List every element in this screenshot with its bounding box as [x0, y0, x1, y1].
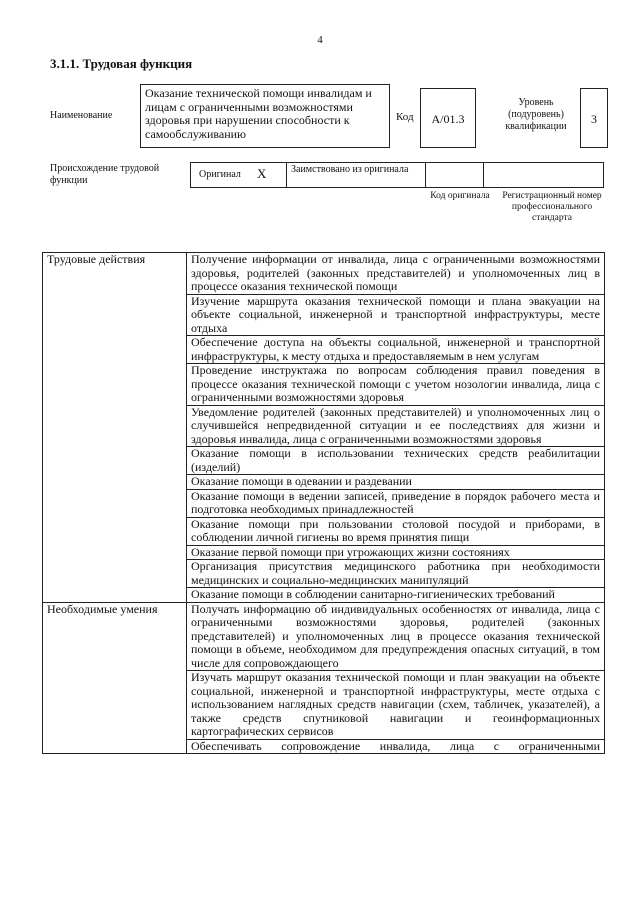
list-item: Изучение маршрута оказания технической помощи и плана эвакуации на объекте социальной, инженерной и транспортной инфраструктуры, месте отдыха: [187, 294, 605, 336]
level-value: 3: [591, 112, 597, 126]
list-item: Организация присутствия медицинского работника при необходимости медицинских и социально-медицинских манипуляций: [187, 560, 605, 588]
origin-label: Происхождение трудовой функции: [50, 163, 160, 186]
original-label: Оригинал: [199, 169, 241, 180]
section-title-actions: Трудовые действия: [43, 253, 187, 603]
list-item: Оказание помощи в одевании и раздевании: [187, 475, 605, 490]
code-value: А/01.3: [431, 112, 465, 126]
origin-divider-1: [425, 163, 426, 187]
function-name-box: [140, 84, 390, 148]
section-title-skills: Необходимые умения: [43, 602, 187, 754]
list-item: Обеспечивать сопровождение инвалида, лица с ограниченными: [187, 739, 605, 754]
list-item: Оказание помощи при пользовании столовой посудой и приборами, в соблюдении личной гигиены во время принятия пищи: [187, 517, 605, 545]
list-item: Оказание помощи в ведении записей, приведение в порядок рабочего места и подготовка необходимых принадлежностей: [187, 489, 605, 517]
table-row: [43, 602, 605, 671]
origin-row: [190, 162, 604, 188]
list-item: Оказание помощи в соблюдении санитарно-гигиенических требований: [187, 588, 605, 603]
list-item: Обеспечение доступа на объекты социальной, инженерной и транспортной инфраструктуры, к месту отдыха и предоставляемым в нем услугам: [187, 336, 605, 364]
page-number: 4: [317, 34, 323, 46]
code-label: Код: [396, 111, 414, 123]
borrowed-label: Заимствовано из оригинала: [291, 164, 409, 175]
name-label: Наименование: [50, 110, 113, 121]
list-item: Оказание первой помощи при угрожающих жизни состояниях: [187, 545, 605, 560]
list-item: Изучать маршрут оказания технической помощи и план эвакуации на объекте социальной, инженерной и транспортной инфраструктуры, месте отдыха с использованием наглядных средств навигации (схем, табличек, указателей), а также средств спутниковой навигации и геоинформационных картографических сервисов: [187, 671, 605, 740]
original-mark: X: [257, 166, 267, 181]
code-value-box: [420, 88, 476, 148]
level-label: Уровень (подуровень) квалификации: [505, 97, 567, 132]
code-caption: Код оригинала: [430, 191, 490, 201]
list-item: Получать информацию об индивидуальных особенностях от инвалида, лица с ограниченными возможностями здоровья, родителей (законных представителей) и уполномоченных лиц в процессе оказания технической помощи в объеме, необходимом для предупреждения опасных ситуаций, в том числе для сопровождающего: [187, 602, 605, 671]
list-item: Уведомление родителей (законных представителей) и уполномоченных лиц о случившейся непредвиденной ситуации и ее последствиях для жизни и здоровья инвалида, лица с ограниченными возможностями здоровья: [187, 405, 605, 447]
function-name: Оказание технической помощи инвалидам и лицам с ограниченными возможностями здоровья при нарушении способности к самообслуживанию: [145, 86, 372, 141]
level-value-box: [580, 88, 608, 148]
list-item: Получение информации от инвалида, лица с ограниченными возможностями здоровья, родителей (законных представителей) и уполномоченных лиц в процессе оказания технической помощи: [187, 253, 605, 295]
section-title: 3.1.1. Трудовая функция: [50, 56, 193, 71]
list-item: Оказание помощи в использовании технических средств реабилитации (изделий): [187, 447, 605, 475]
function-table: [42, 252, 605, 754]
list-item: Проведение инструктажа по вопросам соблюдения правил поведения в процессе оказания технической помощи с учетом нозологии инвалида, лица с ограниченными возможностями здоровья: [187, 364, 605, 406]
original-cell: [191, 163, 287, 187]
table-row: [43, 253, 605, 295]
reg-caption: Регистрационный номер профессионального стандарта: [502, 191, 602, 223]
origin-divider-2: [483, 163, 484, 187]
